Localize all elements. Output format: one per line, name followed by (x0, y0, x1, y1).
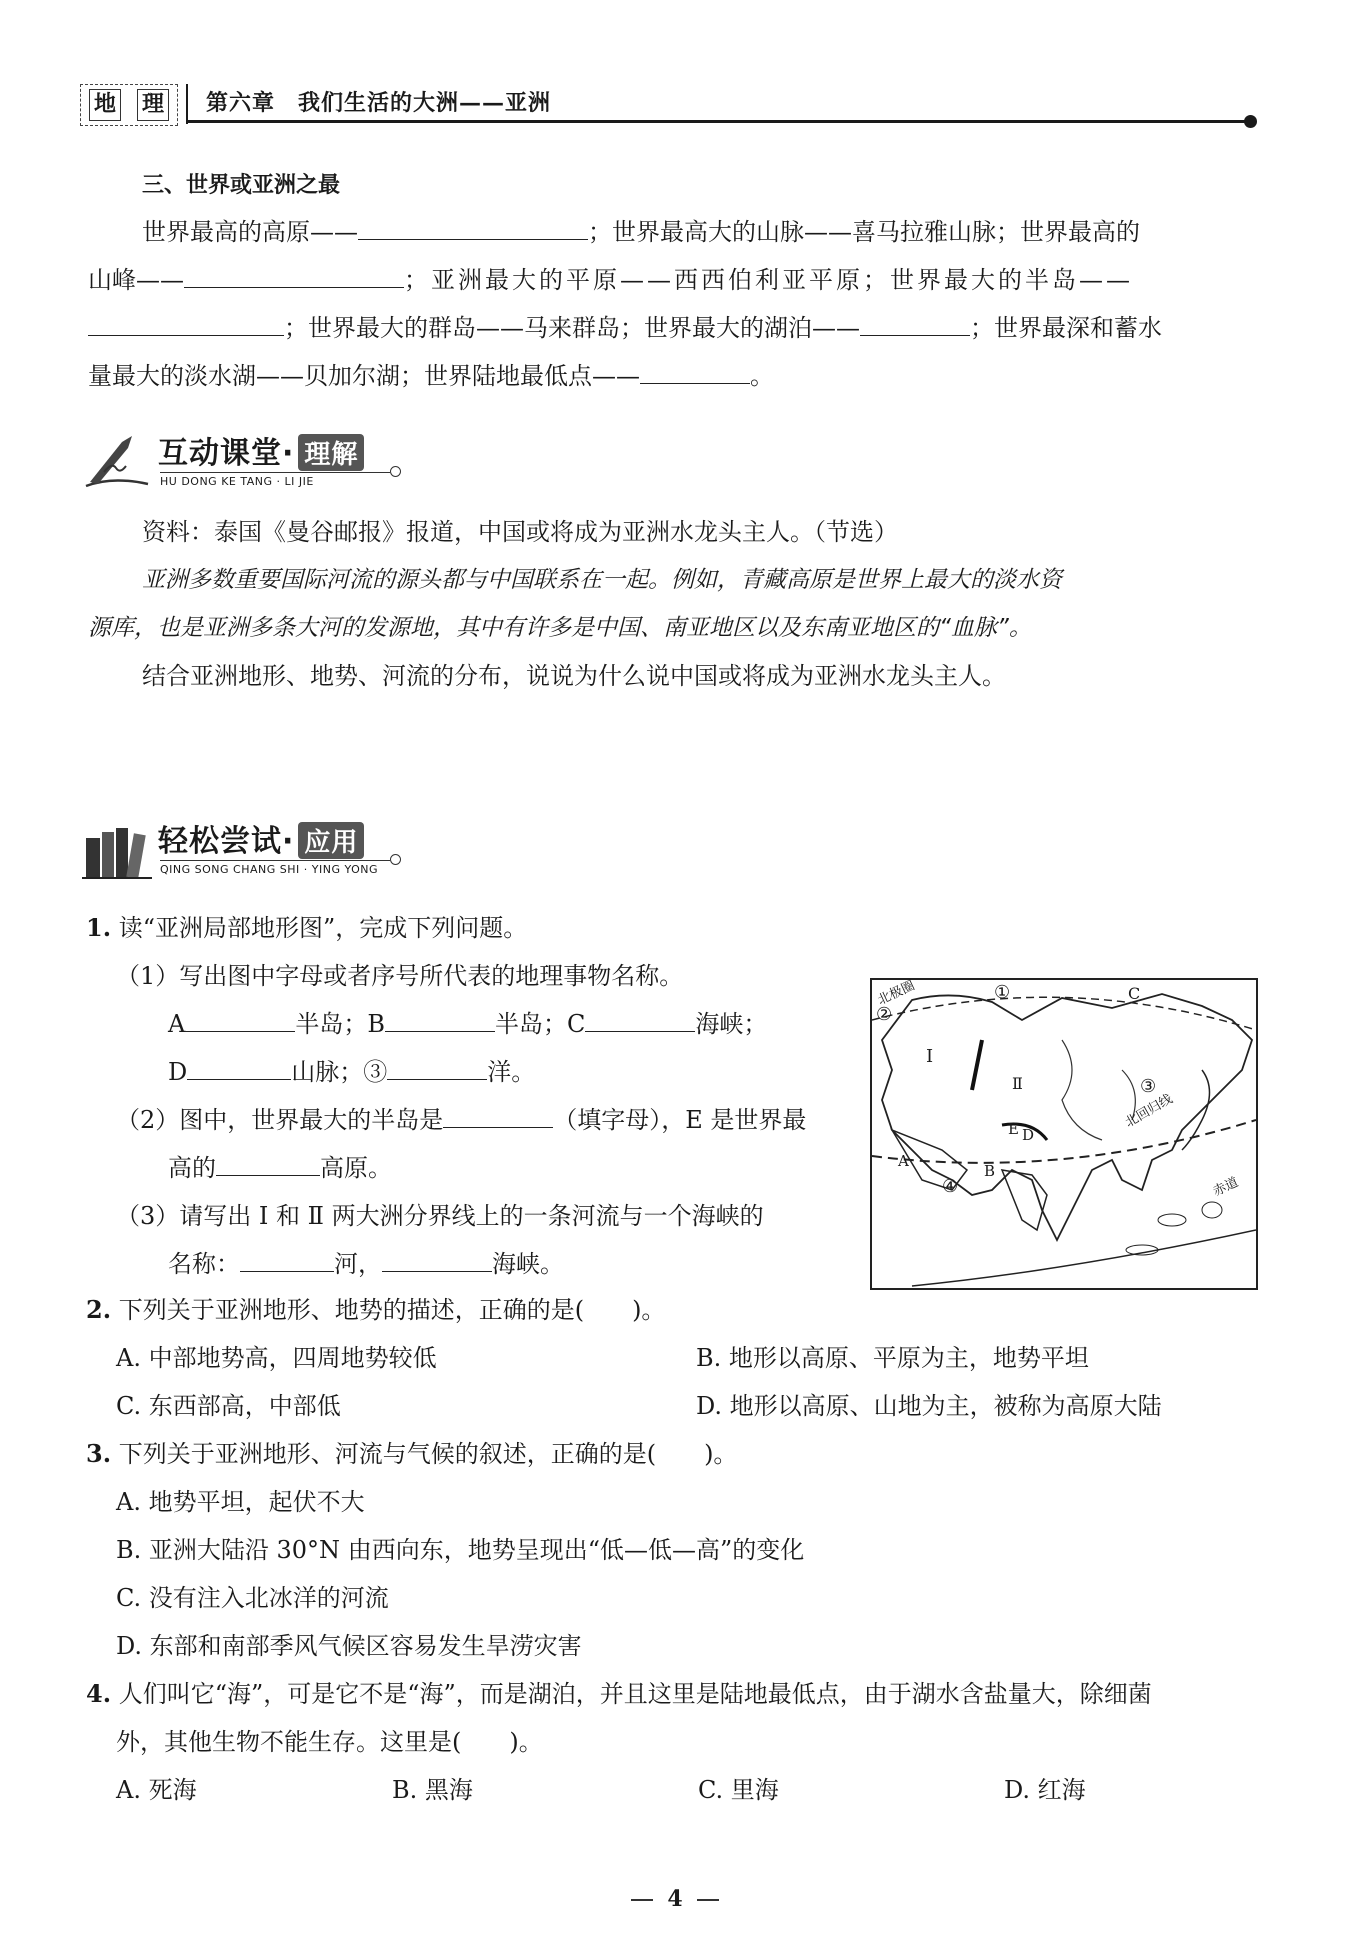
text: 量最大的淡水湖——贝加尔湖；世界陆地最低点—— (88, 362, 640, 390)
sub-question-cont (86, 1144, 886, 1192)
option-C[interactable]: C. 东西部高，中部低 (116, 1392, 341, 1420)
header-rule-dot (1244, 115, 1257, 128)
asia-terrain-map (870, 978, 1258, 1290)
map-label-1: ① (994, 982, 1011, 1003)
banner-title-text: 互动课堂 (158, 436, 282, 471)
option-D[interactable]: D. 东部和南部季风气候区容易发生旱涝灾害 (116, 1632, 582, 1660)
map-label-4: ④ (942, 1176, 959, 1197)
option-B[interactable]: B. 地形以高原、平原为主，地势平坦 (696, 1344, 1089, 1372)
question-number: 2. (86, 1295, 112, 1324)
map-label-C: C (1128, 984, 1141, 1003)
text: 高的 (168, 1154, 216, 1182)
question-1 (86, 904, 886, 1288)
options-row (86, 1334, 1266, 1382)
question-stem: 下列关于亚洲地形、河流与气候的叙述，正确的是( )。 (118, 1440, 738, 1468)
map-label-B: B (984, 1162, 996, 1180)
text: 高原。 (320, 1154, 392, 1182)
text: （填字母），E 是世界最 (553, 1106, 807, 1134)
header-divider (186, 84, 188, 124)
answer-blank[interactable] (443, 1101, 553, 1128)
footer-dash (697, 1899, 719, 1901)
banner-tag: 理解 (298, 434, 364, 471)
banner-title-text: 轻松尝试 (158, 824, 282, 859)
answer-blank[interactable] (387, 1053, 487, 1080)
ural-mountains (972, 1040, 982, 1090)
sub-question-cont (86, 1240, 886, 1288)
banner-interactive-class (82, 428, 422, 498)
map-drawing (872, 980, 1256, 1288)
banner-easy-try (82, 816, 422, 886)
question-stem: 人们叫它“海”，可是它不是“海”，而是湖泊，并且这里是陆地最低点，由于湖水含盐量大，除细菌 (118, 1680, 1152, 1708)
footer-dash (631, 1899, 653, 1901)
text: 海峡。 (492, 1250, 564, 1278)
answer-blank[interactable] (185, 1005, 295, 1032)
material-paragraph (88, 508, 1258, 700)
answer-blank[interactable] (184, 261, 404, 288)
answer-blank[interactable] (640, 357, 750, 384)
answer-blank[interactable] (240, 1245, 334, 1272)
question-number: 1. (86, 913, 112, 942)
label: 半岛；B (295, 1010, 385, 1038)
label: A (168, 1010, 186, 1038)
answer-blank[interactable] (358, 213, 588, 240)
books-icon (82, 820, 152, 880)
answer-blank[interactable] (187, 1053, 291, 1080)
text: 世界最高的高原—— (142, 218, 358, 246)
banner-ring (390, 854, 401, 865)
answer-blank[interactable] (88, 309, 284, 336)
map-label-tropic: 北回归线 (1122, 1091, 1176, 1131)
asia-landmass-outline (882, 994, 1252, 1240)
label: D (168, 1058, 188, 1086)
question-stem-cont: 外，其他生物不能生存。这里是( )。 (116, 1728, 543, 1756)
map-label-equator: 赤道 (1210, 1175, 1241, 1200)
option-C[interactable]: C. 里海 (698, 1776, 779, 1804)
answer-blank[interactable] (216, 1149, 320, 1176)
map-label-E: E (1008, 1120, 1019, 1138)
text: （2）图中，世界最大的半岛是 (116, 1106, 444, 1134)
question-number: 3. (86, 1439, 112, 1468)
question-3 (86, 1430, 1266, 1670)
map-label-I: Ⅰ (926, 1046, 934, 1067)
banner-pinyin: HU DONG KE TANG · LI JIE (160, 472, 390, 488)
text: ；世界最深和蓄水 (970, 314, 1162, 342)
banner-pinyin: QING SONG CHANG SHI · YING YONG (160, 860, 390, 876)
answer-blank[interactable] (860, 309, 970, 336)
banner-tag: 应用 (298, 822, 364, 859)
answer-blank[interactable] (585, 1005, 695, 1032)
question-4 (86, 1670, 1266, 1814)
sub-question: （3）请写出 Ⅰ 和 Ⅱ 两大洲分界线上的一条河流与一个海峡的 (116, 1202, 764, 1230)
header-rule (186, 120, 1248, 123)
sub-question (86, 1096, 886, 1144)
option-D[interactable]: D. 红海 (1004, 1776, 1086, 1804)
text: ；世界最大的群岛——马来群岛；世界最大的湖泊—— (284, 314, 860, 342)
text: ；世界最高大的山脉——喜马拉雅山脉；世界最高的 (588, 218, 1140, 246)
subject-char: 理 (137, 89, 169, 121)
option-D[interactable]: D. 地形以高原、山地为主，被称为高原大陆 (696, 1392, 1162, 1420)
map-label-2: ② (876, 1004, 893, 1025)
japan-islands (1182, 1070, 1210, 1150)
sub-question-answers (86, 1048, 886, 1096)
material-line: 资料：泰国《曼谷邮报》报道，中国或将成为亚洲水龙头主人。（节选） (142, 518, 898, 546)
map-label-D: D (1022, 1126, 1035, 1144)
banner-title (158, 428, 364, 472)
map-label-II: Ⅱ (1012, 1074, 1023, 1093)
subject-box (80, 84, 178, 126)
map-label-A: A (898, 1152, 909, 1170)
page-number: 4 (667, 1886, 683, 1912)
options-row (86, 1382, 1266, 1430)
banner-dot: · (282, 436, 295, 471)
text: 山峰—— (88, 266, 184, 294)
option-A[interactable]: A. 地势平坦，起伏不大 (116, 1488, 365, 1516)
label: 半岛；C (494, 1010, 586, 1038)
banner-title (158, 816, 364, 860)
banner-dot: · (282, 824, 295, 859)
text: 名称： (168, 1250, 240, 1278)
option-B[interactable]: B. 黑海 (392, 1776, 473, 1804)
page-footer (0, 1886, 1350, 1912)
indian-peninsula (1002, 1170, 1047, 1230)
question-stem: 下列关于亚洲地形、地势的描述，正确的是( )。 (118, 1296, 666, 1324)
chapter-title: 第六章 我们生活的大洲——亚洲 (206, 90, 552, 116)
answer-blank[interactable] (382, 1245, 492, 1272)
equator-line (912, 1230, 1256, 1286)
option-A[interactable]: A. 中部地势高，四周地势较低 (116, 1344, 437, 1372)
label: 山脉；③ (291, 1058, 388, 1086)
option-B[interactable]: B. 亚洲大陆沿 30°N 由西向东，地势呈现出“低—低—高”的变化 (116, 1536, 805, 1564)
section3-paragraph (88, 208, 1258, 400)
question-stem: 读“亚洲局部地形图”，完成下列问题。 (118, 914, 528, 942)
answer-blank[interactable] (385, 1005, 495, 1032)
option-C[interactable]: C. 没有注入北冰洋的河流 (116, 1584, 389, 1612)
label: 海峡； (695, 1010, 768, 1038)
banner-ring (390, 466, 401, 477)
label: 洋。 (487, 1058, 536, 1086)
sub-question-answers (86, 1000, 886, 1048)
material-line: 结合亚洲地形、地势、河流的分布，说说为什么说中国或将成为亚洲水龙头主人。 (142, 662, 1006, 690)
text: ；亚洲最大的平原——西西伯利亚平原；世界最大的半岛—— (404, 266, 1133, 294)
material-line: 源库，也是亚洲多条大河的发源地，其中有许多是中国、南亚地区以及东南亚地区的“血脉”。 (88, 615, 1032, 641)
question-number: 4. (86, 1679, 112, 1708)
map-label-3: ③ (1140, 1076, 1157, 1097)
map-label-arctic: 北极圈 (875, 978, 918, 1009)
text: 。 (750, 362, 774, 390)
options-row (86, 1766, 1266, 1814)
pen-writing-icon (82, 432, 152, 492)
sub-question: （1）写出图中字母或者序号所代表的地理事物名称。 (116, 962, 684, 990)
material-line: 亚洲多数重要国际河流的源头都与中国联系在一起。例如，青藏高原是世界上最大的淡水资 (142, 567, 1062, 593)
subject-char: 地 (89, 89, 121, 121)
section-heading: 三、世界或亚洲之最 (142, 173, 341, 198)
question-2 (86, 1286, 1266, 1430)
option-A[interactable]: A. 死海 (116, 1776, 197, 1804)
arctic-circle-line (872, 997, 1256, 1030)
text: 河， (334, 1250, 382, 1278)
